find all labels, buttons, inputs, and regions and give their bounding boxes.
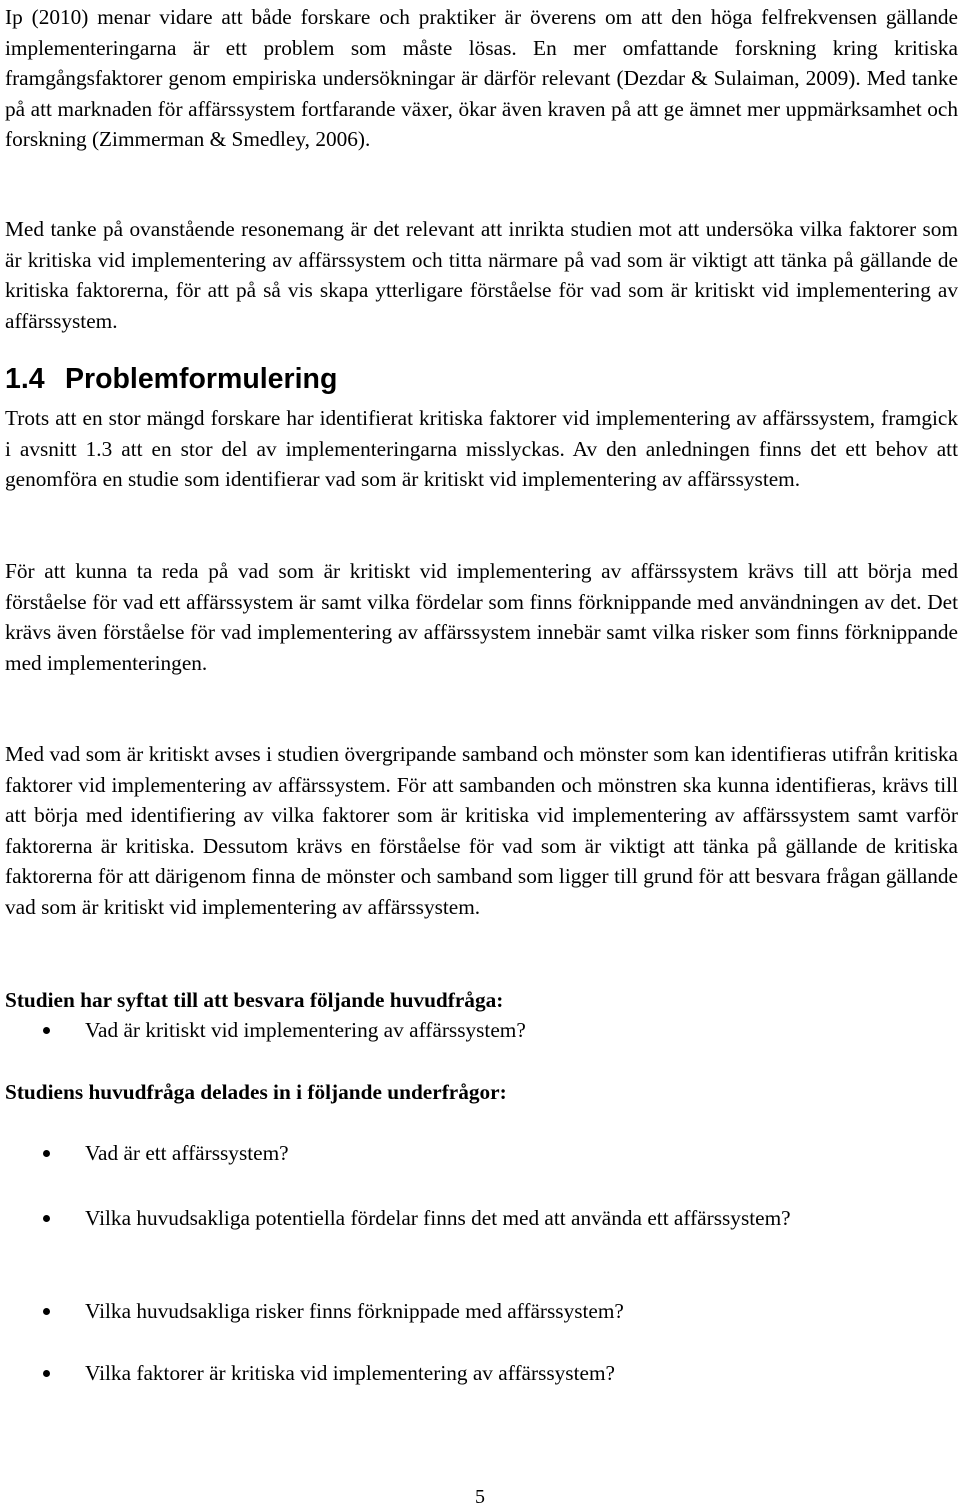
sub-questions-heading: Studiens huvudfråga delades in i följande underfrågor:: [5, 1080, 507, 1104]
sub-question-text: Vad är ett affärssystem?: [85, 1141, 289, 1165]
bullet-icon: [43, 1370, 50, 1377]
main-question-heading: Studien har syftat till att besvara följande huvudfråga:: [5, 988, 504, 1012]
paragraph-understanding: För att kunna ta reda på vad som är kritiskt vid implementering av affärssystem krävs till att börja med förståelse för vad ett affärssystem är samt vilka fördelar som finns förknippande med användningen av det. Det krävs även förståelse för vad implementering av affärssystem innebär samt vilka risker som finns förknippande med implementeringen.: [5, 559, 958, 675]
sub-question-text: Vilka huvudsakliga potentiella fördelar finns det med att använda ett affärssystem?: [85, 1206, 791, 1230]
bullet-icon: [43, 1150, 50, 1157]
bullet-icon: [43, 1215, 50, 1222]
sub-question-text: Vilka faktorer är kritiska vid implementering av affärssystem?: [85, 1361, 615, 1385]
section-heading: [5, 360, 337, 398]
section-number: 1.4: [5, 363, 45, 395]
paragraph-definition: Med vad som är kritiskt avses i studien övergripande samband och mönster som kan identifieras utifrån kritiska faktorer vid implementering av affärssystem. För att sambanden och mönstren ska kunna identifieras, krävs till att börja med identifiering av vilka faktorer som är kritiska vid implementering av affärssystem samt varför faktorerna är kritiska. Dessutom krävs en förståelse för vad som är viktigt att tänka på gällande de kritiska faktorerna för att därigenom finna de mönster och samband som ligger till grund för att besvara frågan gällande vad som är kritiskt vid implementering av affärssystem.: [5, 742, 958, 919]
section-title: Problemformulering: [65, 363, 338, 395]
bullet-icon: [43, 1027, 50, 1034]
paragraph-problem: Trots att en stor mängd forskare har identifierat kritiska faktorer vid implementering av affärssystem, framgick i avsnitt 1.3 att en stor del av implementeringarna misslyckas. Av den anledningen finns det ett behov att genomföra en studie som identifierar vad som är kritiskt vid implementering av affärssystem.: [5, 406, 958, 492]
page-number: 5: [475, 1486, 485, 1508]
main-question-text: Vad är kritiskt vid implementering av affärssystem?: [85, 1018, 526, 1042]
paragraph-intro: Ip (2010) menar vidare att både forskare och praktiker är överens om att den höga felfrekvensen gällande implementeringarna är ett problem som måste lösas. En mer omfattande forskning kring kritiska framgångsfaktorer genom empiriska undersökningar är därför relevant (Dezdar & Sulaiman, 2009). Med tanke på att marknaden för affärssystem fortfarande växer, ökar även kraven på att ge ämnet mer uppmärksamhet och forskning (Zimmerman & Smedley, 2006).: [5, 5, 958, 152]
bullet-icon: [43, 1308, 50, 1315]
paragraph-reasoning: Med tanke på ovanstående resonemang är det relevant att inrikta studien mot att undersöka vilka faktorer som är kritiska vid implementering av affärssystem och titta närmare på vad som är viktigt att tänka på gällande de kritiska faktorerna, för att på så vis skapa ytterligare förståelse för vad som är kritiskt vid implementering av affärssystem.: [5, 217, 958, 333]
sub-question-text: Vilka huvudsakliga risker finns förknippade med affärssystem?: [85, 1299, 624, 1323]
